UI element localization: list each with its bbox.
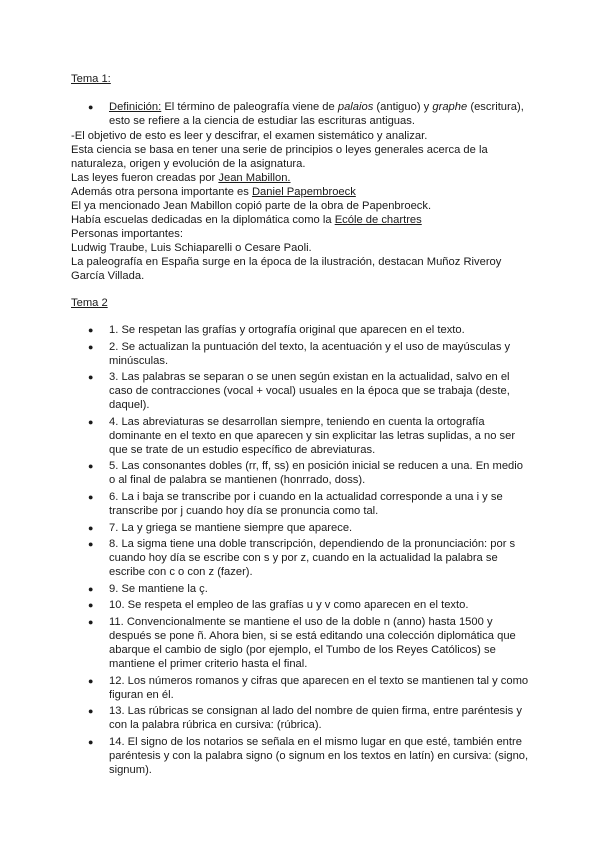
- definition-text-3: (escritura), esto se refiere a la ciencia de estudiar las escrituras antiguas.: [109, 101, 524, 127]
- paragraph-leyes: [71, 171, 530, 185]
- list-item: ● 2. Se actualizan la puntuación del texto, la acentuación y el uso de mayúsculas y minúsculas.: [71, 340, 530, 368]
- leyes-text: Las leyes fueron creadas por: [71, 172, 219, 184]
- list-item: ● 7. La y griega se mantiene siempre que aparece.: [71, 521, 530, 535]
- list-item: ● 5. Las consonantes dobles (rr, ff, ss) en posición inicial se reducen a una. En medio o al final de palabra se mantienen (honrrado, doss).: [71, 459, 530, 487]
- term-graphe: graphe: [432, 101, 468, 113]
- tema1-list: [71, 100, 530, 128]
- paragraph-copio: El ya mencionado Jean Mabillon copió parte de la obra de Papenbroeck.: [71, 200, 432, 212]
- persona-text: Además otra persona importante es: [71, 186, 252, 198]
- paragraph-espana: La paleografía en España surge en la época de la ilustración, destacan Muñoz Riveroy García Villada.: [71, 256, 502, 282]
- definition-text-1: El término de paleografía viene de: [161, 101, 338, 113]
- list-item: ● 14. El signo de los notarios se señala en el mismo lugar en que esté, también entre paréntesis y con la palabra signo (o signum en los textos en latín) en cursiva: (signo, signum).: [71, 735, 530, 777]
- list-item: ● 1. Se respetan las grafías y ortografía original que aparecen en el texto.: [71, 323, 530, 337]
- definition-text-2: (antiguo) y: [373, 101, 433, 113]
- definition-label: Definición:: [109, 101, 162, 113]
- tema2-list: [71, 323, 530, 777]
- paragraph-ciencia: Esta ciencia se basa en tener una serie de principios o leyes generales acerca de la naturaleza, origen y evolución de la asignatura.: [71, 144, 488, 170]
- link-ecole-de-chartres[interactable]: Ecóle de chartres: [334, 214, 422, 226]
- escuelas-text: Había escuelas dedicadas en la diplomática como la: [71, 214, 335, 226]
- paragraph-escuelas: [71, 213, 530, 227]
- paragraph-objetivo: -El objetivo de esto es leer y descifrar, el examen sistemático y analizar.: [71, 130, 428, 142]
- tema2-heading: Tema 2: [71, 297, 108, 309]
- list-item: ● 3. Las palabras se separan o se unen según existan en la actualidad, salvo en el caso de contracciones (vocal + vocal) usuales en la época que se trabaja (deste, daquel).: [71, 370, 530, 412]
- paragraph-nombres: Ludwig Traube, Luis Schiaparelli o Cesare Paoli.: [71, 242, 312, 254]
- list-item: ● 8. La sigma tiene una doble transcripción, dependiendo de la pronunciación: por s cuando hoy día se escribe con s y por z, cuando en la actualidad la palabra se escribe con c o con z (fazer).: [71, 537, 530, 579]
- list-item: ● 6. La i baja se transcribe por i cuando en la actualidad corresponde a una i y se transcribe por j cuando hoy día se pronuncia como tal.: [71, 490, 530, 518]
- paragraph-personas: Personas importantes:: [71, 228, 183, 240]
- paragraph-persona: [71, 185, 530, 199]
- list-item: ● 9. Se mantiene la ç.: [71, 582, 530, 596]
- list-item: ● 13. Las rúbricas se consignan al lado del nombre de quien firma, entre paréntesis y con la palabra rúbrica en cursiva: (rúbrica).: [71, 704, 530, 732]
- list-item: ● 4. Las abreviaturas se desarrollan siempre, teniendo en cuenta la ortografía dominante en el texto en que aparecen y sin explicitar las letras suplidas, a no ser que se trate de un estudio específico de abreviaturas.: [71, 415, 530, 457]
- list-item: ● 11. Convencionalmente se mantiene el uso de la doble n (anno) hasta 1500 y después se pone ñ. Ahora bien, si se está editando una colección diplomática que abarque el cambio de siglo (por ejemplo, el Tumbo de los Reyes Católicos) se mantiene el primer criterio hasta el final.: [71, 615, 530, 671]
- tema1-heading: Tema 1:: [71, 73, 111, 85]
- link-jean-mabillon[interactable]: Jean Mabillon.: [218, 172, 291, 184]
- link-daniel-papembroeck[interactable]: Daniel Papembroeck: [251, 186, 356, 198]
- definition-bullet: [71, 100, 530, 128]
- list-item: ● 12. Los números romanos y cifras que aparecen en el texto se mantienen tal y como figuran en él.: [71, 674, 530, 702]
- list-item: ● 10. Se respeta el empleo de las grafías u y v como aparecen en el texto.: [71, 598, 530, 612]
- term-palaios: palaios: [337, 101, 374, 113]
